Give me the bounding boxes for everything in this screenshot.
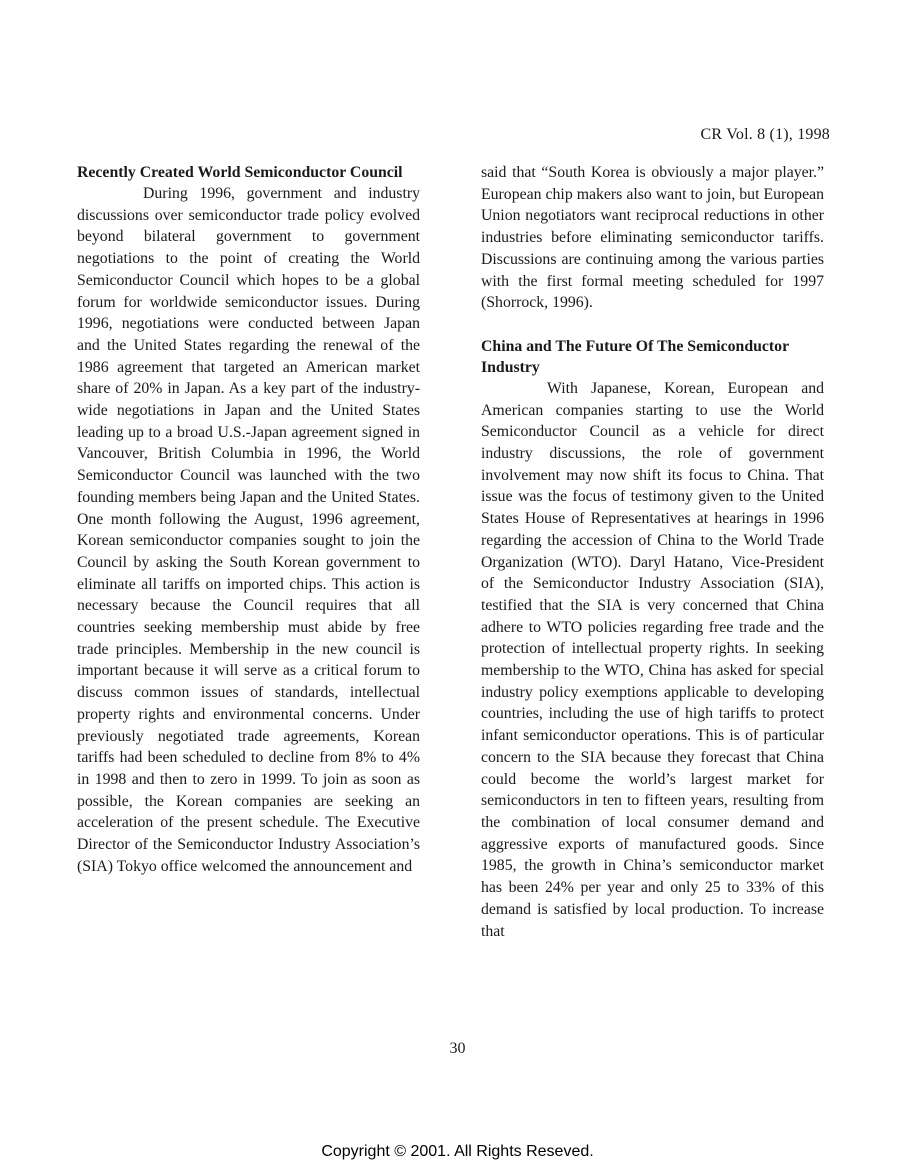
journal-citation: CR Vol. 8 (1), 1998 (700, 126, 830, 143)
section-heading-world-semiconductor-council: Recently Created World Semiconductor Council (77, 164, 403, 181)
body-paragraph: With Japanese, Korean, European and American companies starting to use the World Semiconductor Council as a vehicle for direct industry discussions, the role of government involvement may now shift its focus to China. That issue was the focus of testimony given to the United States House of Representatives at hearings in 1996 regarding the accession of China to the World Trade Organization (WTO). Daryl Hatano, Vice-President of the Semiconductor Industry Association (SIA), testified that the SIA is very concerned that China adhere to WTO policies regarding free trade and the protection of intellectual property rights. In seeking membership to the WTO, China has asked for special industry policy exemptions applicable to developing countries, including the use of high tariffs to protect infant semiconductor operations. This is of particular concern to the SIA because they forecast that China could become the world’s largest market for semiconductors in ten to fifteen years, resulting from the combination of local consumer demand and aggressive exports of manufactured goods. Since 1985, the growth in China’s semiconductor market has been 24% per year and only 25 to 33% of this demand is satisfied by local production. To increase that (481, 379, 824, 940)
left-column (77, 162, 420, 878)
right-column (481, 162, 824, 942)
body-paragraph: During 1996, government and industry discussions over semiconductor trade policy evolved beyond bilateral government to government negotiations to the point of creating the World Semiconductor Council which hopes to be a global forum for worldwide semiconductor issues. During 1996, negotiations were conducted between Japan and the United States regarding the renewal of the 1986 agreement that targeted an American market share of 20% in Japan. As a key part of the industry-wide negotiations in Japan and the United States leading up to a broad U.S.-Japan agreement signed in Vancouver, British Columbia in 1996, the World Semiconductor Council was launched with the two founding members being Japan and the United States. One month following the August, 1996 agreement, Korean semiconductor companies sought to join the Council by asking the South Korean government to eliminate all tariffs on imported chips. This action is necessary because the Council requires that all countries seeking membership must abide by free trade principles. Membership in the new council is important because it will serve as a critical forum to discuss common issues of standards, intellectual property rights and environmental concerns. Under previously negotiated trade agreements, Korean tariffs had been scheduled to decline from 8% to 4% in 1998 and then to zero in 1999. To join as soon as possible, the Korean companies are seeking an acceleration of the present schedule. The Executive Director of the Semiconductor Industry Association’s (SIA) Tokyo office welcomed the announcement and (77, 185, 420, 875)
page-number: 30 (449, 1040, 466, 1057)
section-spacer (481, 314, 824, 336)
section-heading-china-future: China and The Future Of The Semiconductor Industry (481, 337, 789, 376)
copyright-notice: Copyright © 2001. All Rights Reseved. (321, 1143, 594, 1160)
body-paragraph-continued: said that “South Korea is obviously a major player.” European chip makers also want to join, but European Union negotiators want reciprocal reductions in other industries before eliminating semiconductor tariffs. Discussions are continuing among the various parties with the first formal meeting scheduled for 1997 (Shorrock, 1996). (481, 164, 824, 312)
